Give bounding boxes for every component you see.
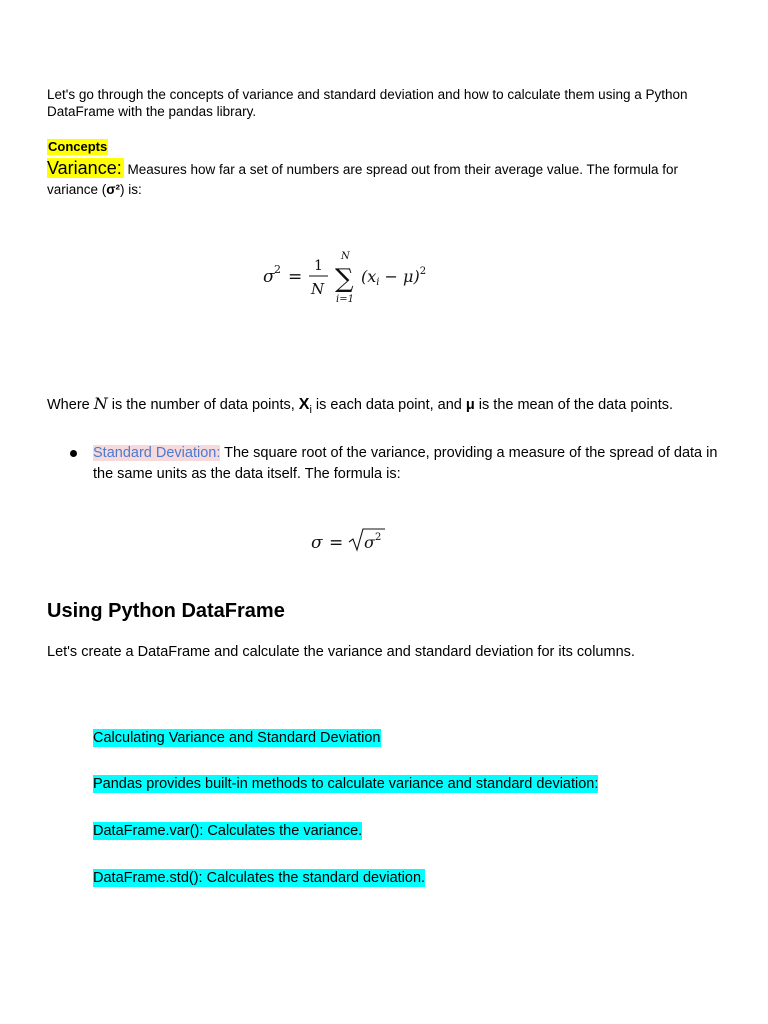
variance-description: Measures how far a set of numbers are spread out from their average value. The formula for variance ( (47, 162, 678, 197)
formula-sum-bottom: i=1 (336, 294, 354, 305)
formula-lhs-exp: 2 (274, 263, 281, 276)
std-formula-radicand: σ (364, 533, 375, 552)
std-formula (305, 525, 395, 557)
mu-symbol: μ (465, 397, 475, 413)
std-definition (93, 443, 733, 485)
variance-term: Variance: (47, 158, 122, 178)
formula-sum-top: N (341, 251, 350, 262)
std-formula-equals: = (329, 533, 344, 553)
formula-body-exp: 2 (419, 266, 427, 277)
where-explanation (47, 392, 727, 422)
concepts-heading: Concepts (48, 139, 108, 154)
x-symbol: X (298, 396, 310, 413)
formula-sum-symbol: ∑ (335, 264, 354, 294)
highlight-line-1: Calculating Variance and Standard Deviation (93, 730, 381, 746)
formula-lhs-sigma: σ (263, 267, 275, 287)
variance-formula (250, 240, 450, 312)
sigma-squared-symbol: σ² (106, 182, 121, 197)
where-text-1: Where (47, 397, 94, 413)
x-subscript: i (309, 403, 312, 416)
std-formula-radicand-exp: 2 (375, 532, 382, 543)
formula-body-sub: i (376, 277, 380, 288)
formula-frac-denominator: N (311, 280, 325, 298)
intro-paragraph: Let's go through the concepts of variance and standard deviation and how to calculate them using a Python DataFrame with the pandas library. (47, 87, 688, 119)
create-dataframe-paragraph: Let's create a DataFrame and calculate the variance and standard deviation for its columns. (47, 644, 635, 660)
section-title: Using Python DataFrame (47, 600, 285, 622)
where-text-2: is the number of data points, (107, 397, 299, 413)
where-text-4: is the mean of the data points. (474, 397, 674, 413)
n-symbol: N (93, 394, 108, 413)
svg-text:(xi − μ)2 (361, 266, 426, 288)
bullet-point (70, 450, 77, 457)
formula-frac-numerator: 1 (314, 258, 323, 274)
highlight-line-2: Pandas provides built-in methods to calculate variance and standard deviation: (93, 776, 599, 792)
highlight-line-4: DataFrame.std(): Calculates the standard deviation. (93, 870, 426, 886)
highlight-line-3: DataFrame.var(): Calculates the variance. (93, 823, 363, 839)
formula-equals: = (288, 267, 303, 287)
formula-body-start: (x (361, 267, 377, 286)
std-description: The square root of the variance, providing a measure of the spread of data in the same units as the data itself. The formula is: (93, 445, 718, 482)
where-text-3: is each data point, and (311, 397, 466, 413)
formula-body-mid: − μ) (379, 267, 420, 286)
std-formula-lhs: σ (311, 533, 323, 553)
variance-description-end: ) is: (120, 182, 142, 197)
variance-definition (47, 158, 727, 200)
std-term: Standard Deviation: (93, 445, 221, 461)
